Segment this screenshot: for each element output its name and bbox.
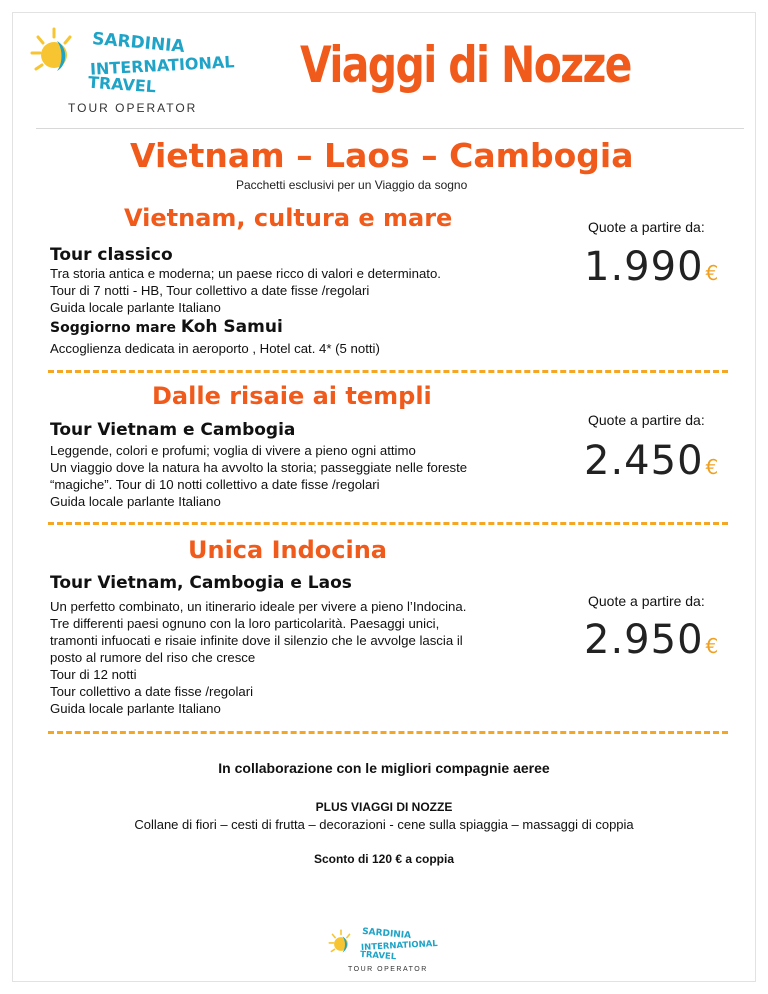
section-3-price	[584, 617, 719, 663]
brand-line-1: SARDINIA	[361, 926, 412, 942]
collab-text: In collaborazione con le migliori compagnie aeree	[218, 760, 550, 776]
section-3-line-6: Tour collettivo a date fisse /regolari	[50, 684, 254, 699]
sun-icon	[30, 25, 78, 85]
section-3-tour-title: Tour Vietnam, Cambogia e Laos	[50, 573, 352, 593]
price-value: 1.990	[584, 244, 704, 290]
section-3-line-1: Un perfetto combinato, un itinerario ideale per vivere a pieno l’Indocina.	[50, 599, 467, 614]
section-1-quote-label: Quote a partire da:	[588, 219, 705, 235]
brand-line-2: INTERNATIONAL	[89, 52, 235, 79]
page-tagline: Pacchetti esclusivi per un Viaggio da sogno	[236, 178, 468, 192]
section-3-quote-label: Quote a partire da:	[588, 593, 705, 609]
section-2-title: Dalle risaie ai templi	[152, 382, 432, 410]
plus-title: PLUS VIAGGI DI NOZZE	[315, 800, 453, 814]
price-currency: €	[705, 455, 720, 479]
brand-operator: TOUR OPERATOR	[348, 966, 428, 973]
price-value: 2.450	[584, 438, 704, 484]
section-1-extra-line: Accoglienza dedicata in aeroporto , Hotel cat. 4* (5 notti)	[50, 341, 380, 356]
section-2-line-2: Un viaggio dove la natura ha avvolto la storia; passeggiate nelle foreste	[50, 460, 468, 475]
price-currency: €	[705, 634, 720, 658]
section-2-price	[584, 438, 719, 484]
section-2-line-4: Guida locale parlante Italiano	[50, 494, 221, 509]
section-1-title: Vietnam, cultura e mare	[124, 204, 453, 232]
section-3-line-7: Guida locale parlante Italiano	[50, 701, 221, 716]
section-divider	[48, 370, 728, 373]
brand-line-3: TRAVEL	[87, 72, 157, 97]
brand-logo-footer	[328, 926, 440, 978]
section-divider	[48, 731, 728, 734]
section-3-title: Unica Indocina	[188, 536, 387, 564]
brand-line-3: TRAVEL	[359, 949, 397, 963]
section-2-tour-title: Tour Vietnam e Cambogia	[50, 420, 296, 440]
section-1-tour-title: Tour classico	[50, 245, 173, 265]
section-3-line-5: Tour di 12 notti	[50, 667, 137, 682]
discount-text: Sconto di 120 € a coppia	[313, 852, 455, 866]
plus-items: Collane di fiori – cesti di frutta – decorazioni - cene sulla spiaggia – massaggi di coppia	[134, 817, 634, 832]
section-1-line-1: Tra storia antica e moderna; un paese ricco di valori e determinato.	[50, 266, 441, 281]
section-1-price	[584, 244, 719, 290]
section-3-line-2: Tre differenti paesi ognuno con la loro particolarità. Paesaggi unici,	[50, 616, 440, 631]
page-subtitle: Vietnam – Laos – Cambogia	[130, 136, 634, 175]
section-3-line-4: posto al rumore del riso che cresce	[50, 650, 256, 665]
price-value: 2.950	[584, 617, 704, 663]
brand-line-2: INTERNATIONAL	[360, 938, 438, 954]
main-title: Viaggi di Nozze	[300, 36, 631, 94]
section-2-line-1: Leggende, colori e profumi; voglia di vivere a pieno ogni attimo	[50, 443, 416, 458]
section-2-line-3: “magiche”. Tour di 10 notti collettivo a date fisse /regolari	[50, 477, 380, 492]
price-currency: €	[705, 261, 720, 285]
section-divider	[48, 522, 728, 525]
header-divider	[36, 128, 744, 129]
extra-prefix: Soggiorno mare	[50, 320, 181, 336]
section-1-line-3: Guida locale parlante Italiano	[50, 300, 221, 315]
section-3-line-3: tramonti infuocati e risaie infinite dove il silenzio che le avvolge lascia il	[50, 633, 463, 648]
extra-place: Koh Samui	[180, 317, 283, 337]
sun-icon	[328, 928, 354, 960]
brand-operator: TOUR OPERATOR	[68, 101, 198, 115]
brand-logo	[30, 25, 240, 120]
brand-line-1: SARDINIA	[91, 29, 186, 58]
section-1-line-2: Tour di 7 notti - HB, Tour collettivo a date fisse /regolari	[50, 283, 370, 298]
section-2-quote-label: Quote a partire da:	[588, 412, 705, 428]
section-1-extra-title	[50, 319, 283, 337]
